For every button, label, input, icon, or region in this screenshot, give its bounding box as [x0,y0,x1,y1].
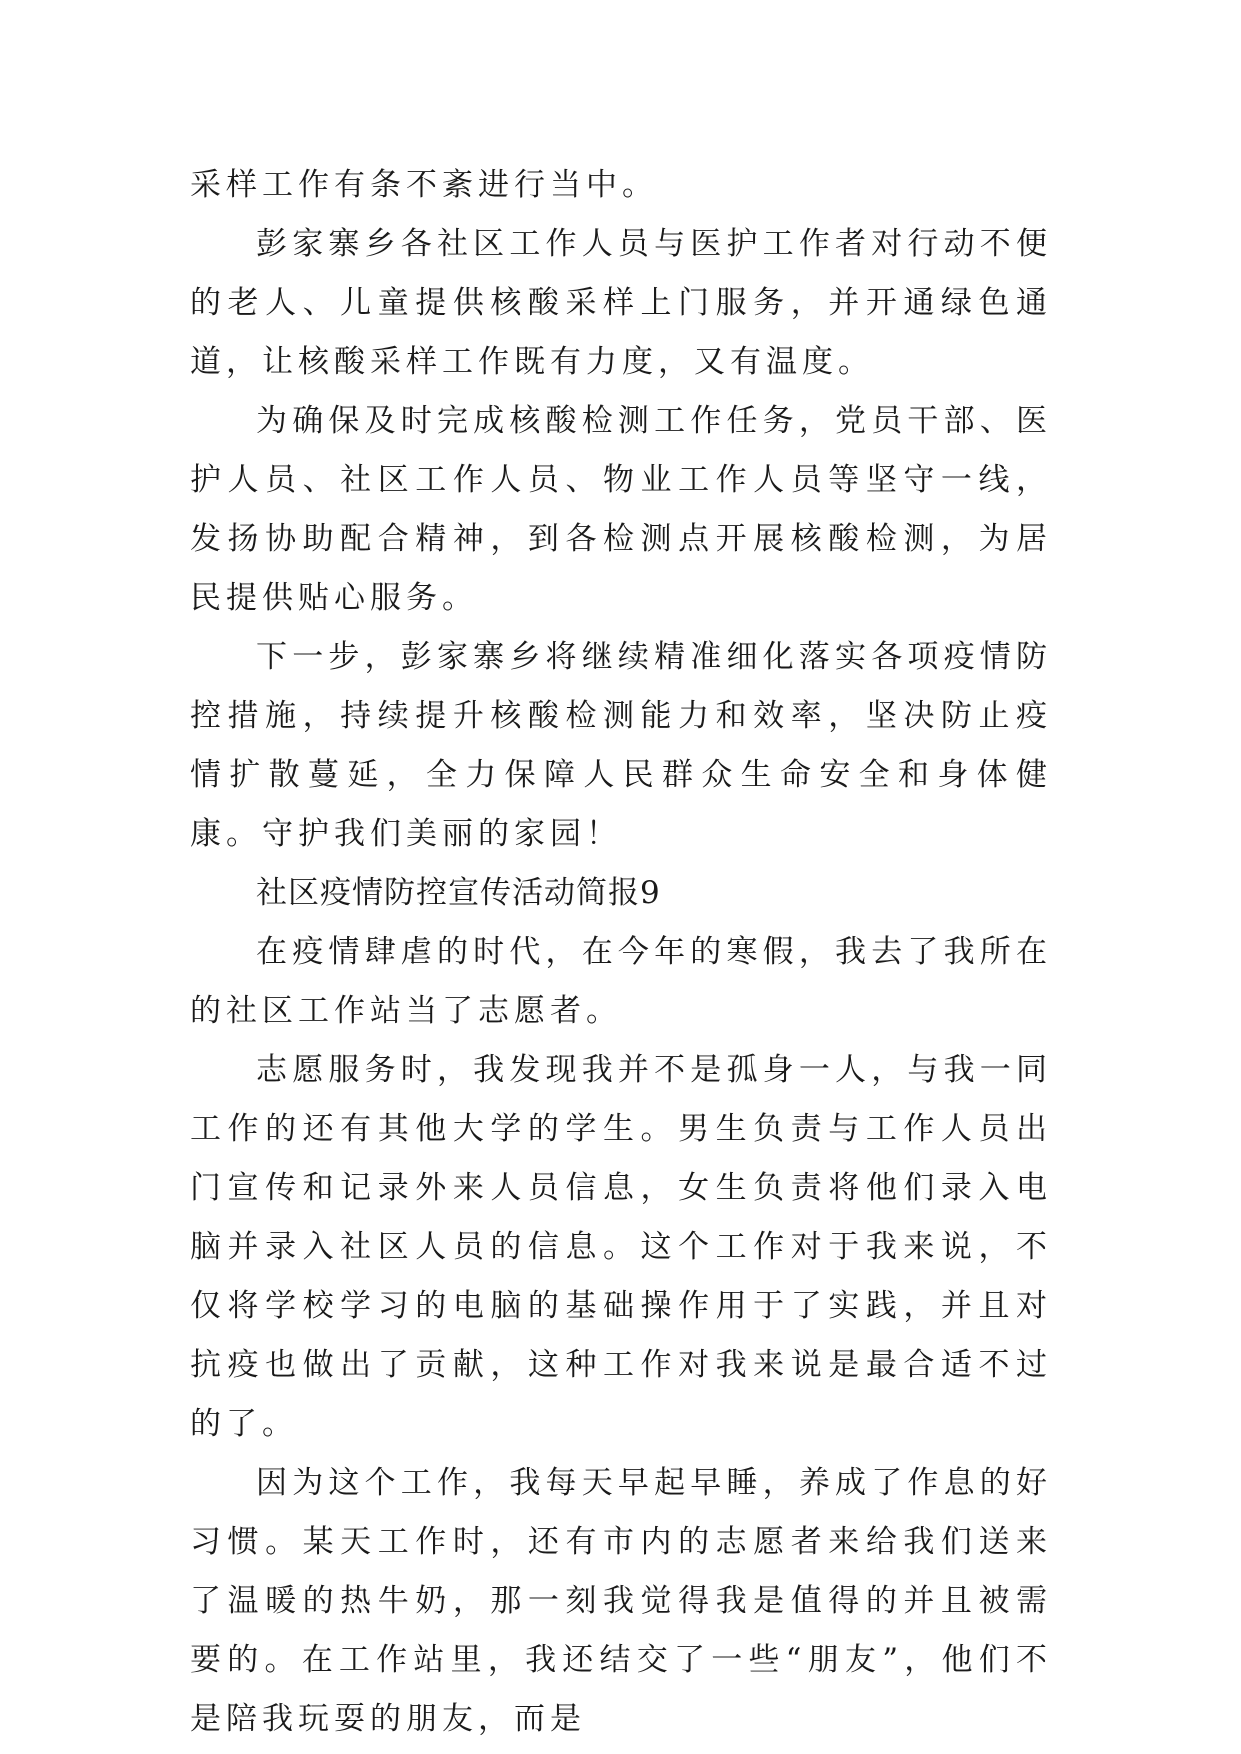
paragraph-frontline-staff: 为确保及时完成核酸检测工作任务，党员干部、医护人员、社区工作人员、物业工作人员等坚守一线，发扬协助配合精神，到各检测点开展核酸检测，为居民提供贴心服务。 [190,403,1052,616]
paragraph-volunteer-intro: 在疫情肆虐的时代，在今年的寒假，我去了我所在的社区工作站当了志愿者。 [190,934,1052,1029]
paragraph-door-to-door-sampling: 彭家寨乡各社区工作人员与医护工作者对行动不便的老人、儿童提供核酸采样上门服务，并开通绿色通道，让核酸采样工作既有力度，又有温度。 [190,226,1052,380]
paragraph-volunteer-habits: 因为这个工作，我每天早起早睡，养成了作息的好习惯。某天工作时，还有市内的志愿者来给我们送来了温暖的热牛奶，那一刻我觉得我是值得的并且被需要的。在工作站里，我还结交了一些“朋友”，他们不是陪我玩耍的朋友，而是 [190,1465,1052,1737]
section-heading: 社区疫情防控宣传活动简报9 [256,875,661,911]
paragraph-volunteer-work: 志愿服务时，我发现我并不是孤身一人，与我一同工作的还有其他大学的学生。男生负责与工作人员出门宣传和记录外来人员信息，女生负责将他们录入电脑并录入社区人员的信息。这个工作对于我来说，不仅将学校学习的电脑的基础操作用于了实践，并且对抗疫也做出了贡献，这种工作对我来说是最合适不过的了。 [190,1052,1052,1442]
document-body [190,156,1052,1749]
paragraph-next-steps: 下一步，彭家寨乡将继续精准细化落实各项疫情防控措施，持续提升核酸检测能力和效率，坚决防止疫情扩散蔓延，全力保障人民群众生命安全和身体健康。守护我们美丽的家园！ [190,639,1052,852]
paragraph-continuation: 采样工作有条不紊进行当中。 [190,167,658,203]
